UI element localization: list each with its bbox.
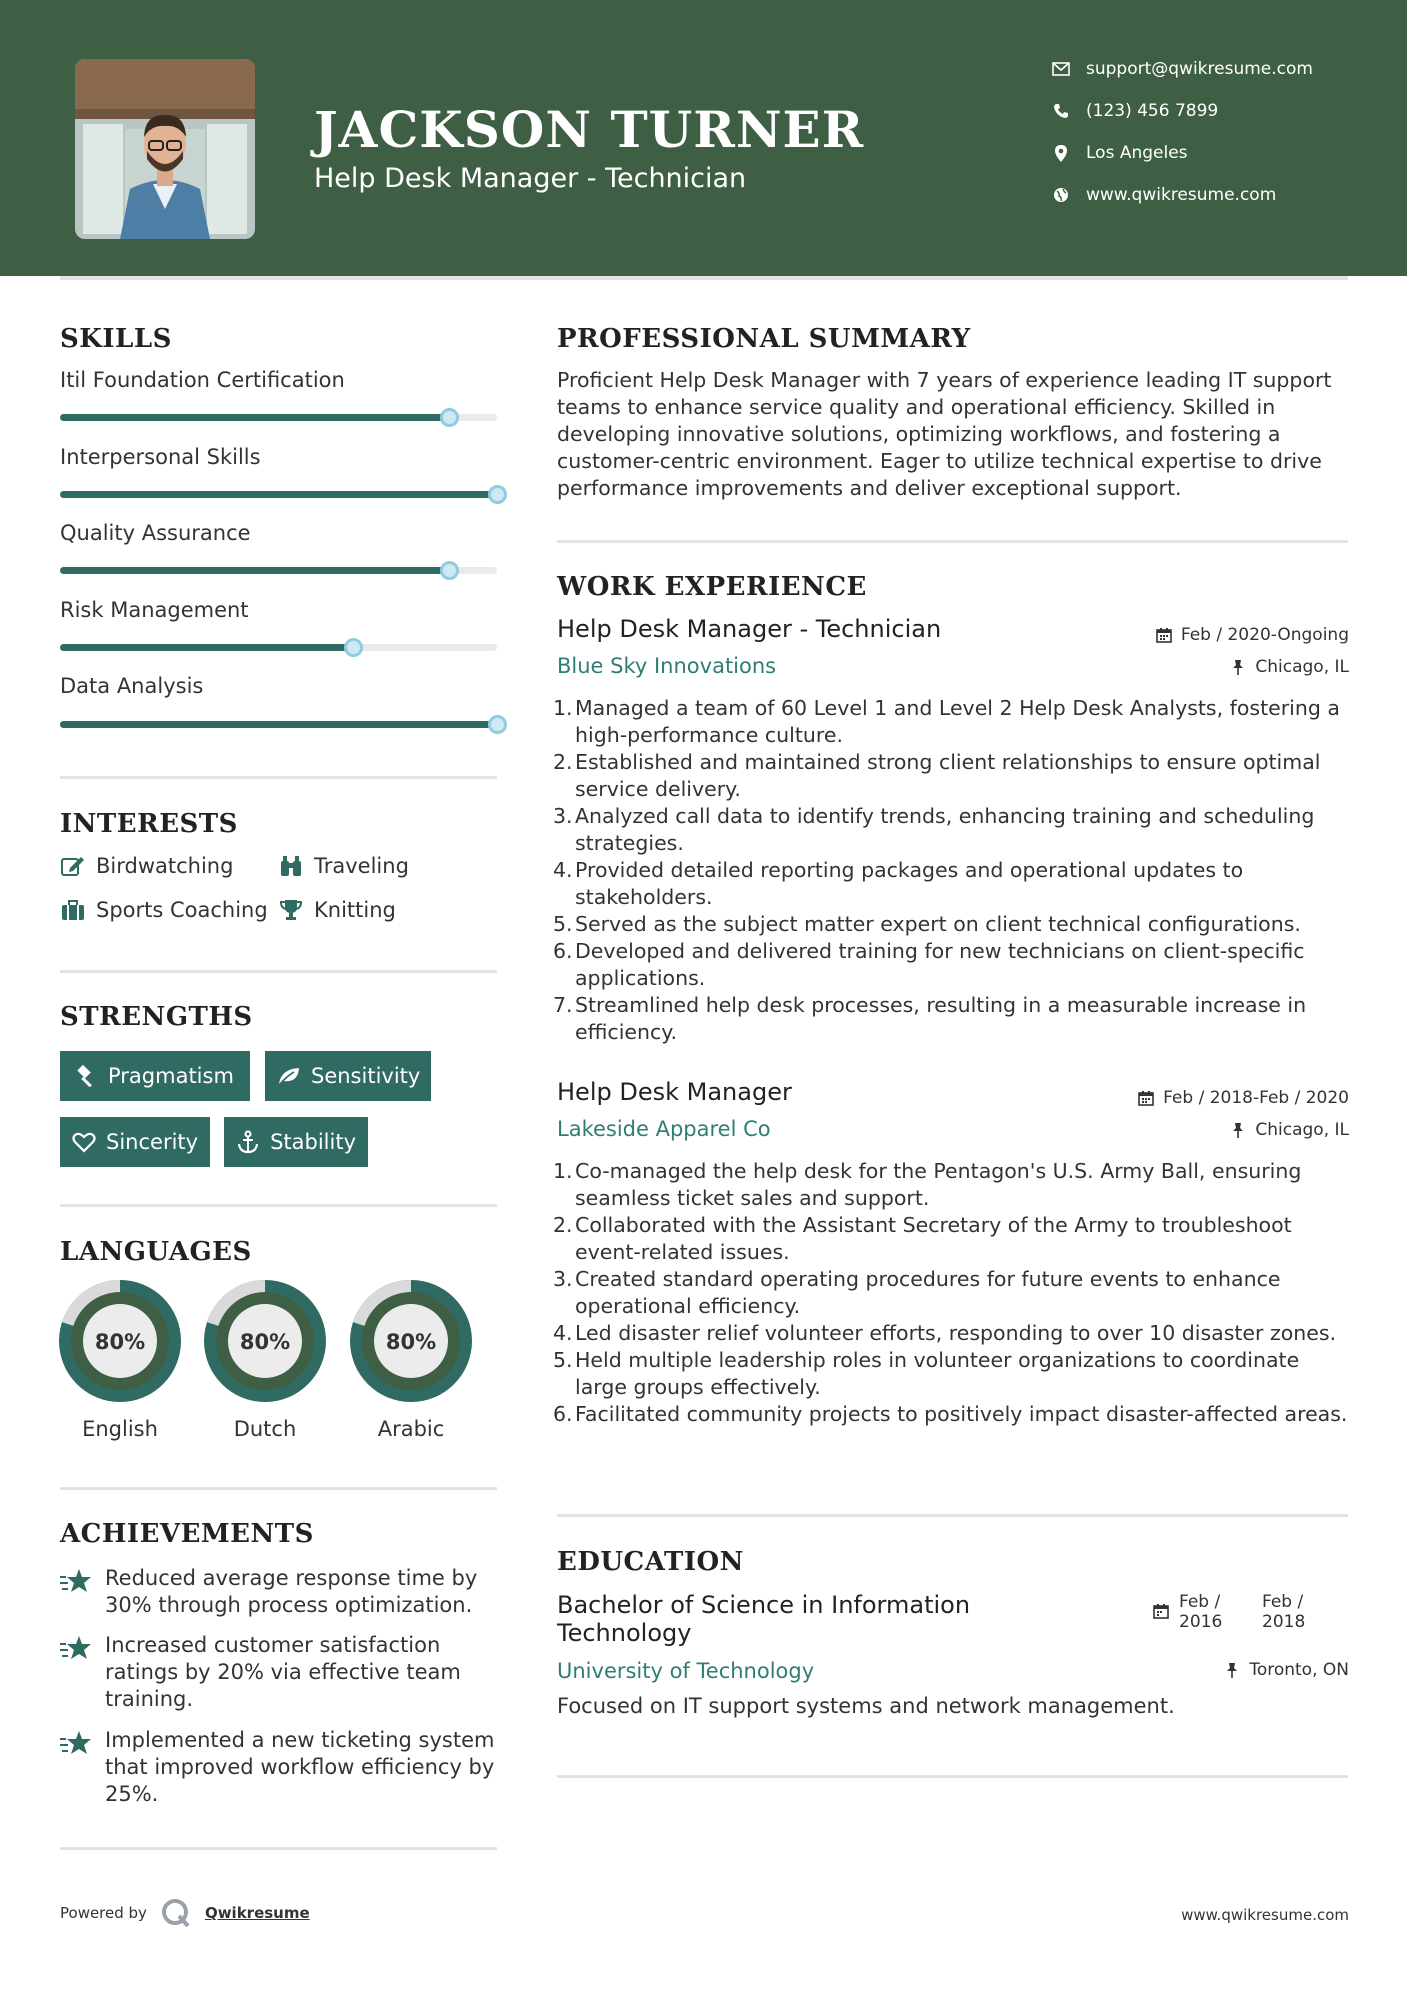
skill-label: Risk Management bbox=[60, 598, 249, 622]
responsibility-item: 4. Provided detailed reporting packages and operational updates to stakeholders. bbox=[553, 858, 1244, 909]
education-location-text: Toronto, ON bbox=[1249, 1660, 1349, 1680]
item-number: 3. bbox=[553, 1267, 573, 1291]
item-number: 5. bbox=[553, 912, 573, 936]
skill-label: Data Analysis bbox=[60, 674, 204, 698]
resume-header bbox=[0, 0, 1407, 276]
strength-label: Stability bbox=[270, 1130, 356, 1154]
interest-label: Birdwatching bbox=[96, 854, 234, 878]
interest-item bbox=[60, 897, 268, 923]
strength-tag bbox=[60, 1051, 250, 1101]
calendar-icon bbox=[1137, 1089, 1155, 1107]
job-location bbox=[1229, 657, 1349, 677]
skill-bar bbox=[60, 721, 497, 728]
contact-website[interactable] bbox=[1050, 184, 1276, 206]
anchor-icon bbox=[236, 1129, 260, 1155]
skill-bar bbox=[60, 414, 497, 421]
item-number: 6. bbox=[553, 1402, 573, 1426]
responsibility-item: 2. Collaborated with the Assistant Secretary of the Army to troubleshoot event-related issues. bbox=[553, 1213, 1292, 1264]
footer-powered-by bbox=[60, 1898, 310, 1928]
job-responsibilities bbox=[553, 1158, 1353, 1428]
pushpin-icon bbox=[1229, 658, 1247, 676]
skill-bar-knob bbox=[344, 638, 363, 657]
header-divider bbox=[60, 276, 1348, 280]
degree-line: Technology bbox=[557, 1619, 692, 1647]
strength-tag bbox=[224, 1117, 368, 1167]
section-divider bbox=[60, 776, 497, 779]
contact-website-text: www.qwikresume.com bbox=[1086, 185, 1277, 205]
job-location-text: Chicago, IL bbox=[1255, 657, 1349, 677]
language-name: Arabic bbox=[377, 1417, 445, 1441]
candidate-role: Help Desk Manager - Technician bbox=[314, 163, 747, 194]
language-name: English bbox=[82, 1417, 158, 1441]
item-number: 4. bbox=[553, 1321, 573, 1345]
profile-photo bbox=[75, 59, 255, 239]
item-number: 6. bbox=[553, 939, 573, 963]
job-title: Help Desk Manager bbox=[557, 1078, 792, 1106]
candidate-name: JACKSON TURNER bbox=[314, 100, 865, 159]
skill-bar-fill bbox=[60, 644, 353, 651]
interest-label: Sports Coaching bbox=[96, 898, 268, 922]
language-ring bbox=[204, 1280, 326, 1402]
summary-text: Proficient Help Desk Manager with 7 years of experience leading IT support teams to enhance service quality and operational efficiency. Skilled in developing innovative solutions, optimizing workflows, and fostering a customer-centric environment. Eager to utilize technical expertise to drive performance improvements and deliver exceptional support. bbox=[557, 368, 1332, 500]
strength-label: Sincerity bbox=[106, 1130, 199, 1154]
job-date-text: Feb / 2018-Feb / 2020 bbox=[1163, 1088, 1349, 1108]
interest-label: Knitting bbox=[314, 898, 396, 922]
responsibility-item: 3. Created standard operating procedures for future events to enhance operational efficiency. bbox=[553, 1267, 1281, 1318]
degree-title bbox=[557, 1591, 970, 1647]
item-number: 5. bbox=[553, 1348, 573, 1372]
heart-icon bbox=[72, 1129, 96, 1155]
contact-location-text: Los Angeles bbox=[1086, 143, 1188, 163]
skill-label: Interpersonal Skills bbox=[60, 445, 261, 469]
school-name: University of Technology bbox=[557, 1659, 815, 1683]
phone-icon bbox=[1050, 100, 1072, 122]
education-title: EDUCATION bbox=[557, 1547, 744, 1577]
skill-label: Itil Foundation Certification bbox=[60, 368, 345, 392]
experience-title: WORK EXPERIENCE bbox=[557, 572, 867, 602]
section-divider bbox=[60, 1204, 497, 1207]
strengths-title: STRENGTHS bbox=[60, 1002, 253, 1032]
responsibility-item: 5. Served as the subject matter expert on client technical configurations. bbox=[553, 912, 1301, 936]
section-divider bbox=[60, 1847, 497, 1850]
job-date-text: Feb / 2020-Ongoing bbox=[1180, 625, 1349, 645]
strength-tag bbox=[60, 1117, 210, 1167]
skill-bar-knob bbox=[488, 715, 507, 734]
language-percent: 80% bbox=[94, 1330, 146, 1354]
star-medal-icon bbox=[60, 1729, 92, 1757]
interest-item bbox=[60, 853, 233, 879]
interests-title: INTERESTS bbox=[60, 809, 238, 839]
trophy-icon bbox=[278, 897, 304, 923]
job-date bbox=[1137, 1088, 1349, 1108]
leaf-icon bbox=[277, 1063, 301, 1089]
contact-location bbox=[1050, 142, 1188, 164]
skill-bar-knob bbox=[488, 485, 507, 504]
skill-bar-fill bbox=[60, 721, 497, 728]
education-start-date: Feb / 2016 bbox=[1179, 1592, 1223, 1632]
contact-phone[interactable] bbox=[1050, 100, 1218, 122]
strength-label: Sensitivity bbox=[311, 1064, 421, 1088]
job-location bbox=[1229, 1120, 1349, 1140]
briefcase-icon bbox=[60, 897, 86, 923]
item-number: 2. bbox=[553, 750, 573, 774]
education-end-date: Feb / 2018 bbox=[1262, 1592, 1306, 1632]
star-medal-icon bbox=[60, 1634, 92, 1662]
section-divider bbox=[557, 1514, 1348, 1517]
strength-tag bbox=[265, 1051, 431, 1101]
achievement-text: Implemented a new ticketing system that improved workflow efficiency by 25%. bbox=[105, 1728, 495, 1806]
skill-bar-fill bbox=[60, 414, 449, 421]
star-medal-icon bbox=[60, 1567, 92, 1595]
education-location bbox=[1223, 1660, 1349, 1680]
responsibility-item: 4. Led disaster relief volunteer efforts, responding to over 10 disaster zones. bbox=[553, 1321, 1337, 1345]
skill-bar-knob bbox=[440, 408, 459, 427]
item-number: 7. bbox=[553, 993, 573, 1017]
calendar-icon bbox=[1153, 1593, 1175, 1615]
calendar-icon bbox=[1155, 626, 1173, 644]
responsibility-item: 2. Established and maintained strong client relationships to ensure optimal service delivery. bbox=[553, 750, 1321, 801]
section-divider bbox=[557, 1775, 1348, 1778]
strength-label: Pragmatism bbox=[108, 1064, 234, 1088]
contact-email[interactable] bbox=[1050, 58, 1313, 80]
language-name: Dutch bbox=[233, 1417, 297, 1441]
job-date bbox=[1155, 625, 1349, 645]
footer-website[interactable]: www.qwikresume.com bbox=[1181, 1906, 1349, 1924]
responsibility-item: 1. Co-managed the help desk for the Pentagon's U.S. Army Ball, ensuring seamless ticket sales and support. bbox=[553, 1159, 1302, 1210]
pushpin-icon bbox=[1229, 1121, 1247, 1139]
qwikresume-logo-icon bbox=[161, 1898, 191, 1928]
map-pin-icon bbox=[1050, 142, 1072, 164]
responsibility-item: 3. Analyzed call data to identify trends, enhancing training and scheduling strategies. bbox=[553, 804, 1315, 855]
item-number: 1. bbox=[553, 1159, 573, 1183]
achievements-title: ACHIEVEMENTS bbox=[60, 1519, 314, 1549]
skill-bar-knob bbox=[440, 561, 459, 580]
gavel-icon bbox=[72, 1063, 98, 1089]
section-divider bbox=[60, 970, 497, 973]
responsibility-item: 6. Facilitated community projects to positively impact disaster-affected areas. bbox=[553, 1402, 1348, 1426]
brand-link[interactable]: Qwikresume bbox=[204, 1904, 310, 1922]
item-number: 1. bbox=[553, 696, 573, 720]
skill-bar bbox=[60, 644, 497, 651]
item-number: 3. bbox=[553, 804, 573, 828]
contact-phone-text: (123) 456 7899 bbox=[1086, 101, 1219, 121]
job-location-text: Chicago, IL bbox=[1255, 1120, 1349, 1140]
pushpin-icon bbox=[1223, 1661, 1241, 1679]
responsibility-item: 1. Managed a team of 60 Level 1 and Level 2 Help Desk Analysts, fostering a high-performance culture. bbox=[553, 696, 1340, 747]
powered-by-text: Powered by bbox=[60, 1904, 147, 1922]
envelope-icon bbox=[1050, 58, 1072, 80]
item-number: 2. bbox=[553, 1213, 573, 1237]
skill-label: Quality Assurance bbox=[60, 521, 251, 545]
item-number: 4. bbox=[553, 858, 573, 882]
skill-bar bbox=[60, 567, 497, 574]
pencil-square-icon bbox=[60, 853, 86, 879]
section-divider bbox=[60, 1487, 497, 1490]
skill-bar-fill bbox=[60, 491, 497, 498]
responsibility-item: 7. Streamlined help desk processes, resulting in a measurable increase in efficiency. bbox=[553, 993, 1307, 1044]
language-percent: 80% bbox=[385, 1330, 437, 1354]
interest-label: Traveling bbox=[314, 854, 409, 878]
interest-item bbox=[278, 897, 396, 923]
skill-bar bbox=[60, 491, 497, 498]
contact-email-text: support@qwikresume.com bbox=[1086, 59, 1313, 79]
interest-item bbox=[278, 853, 409, 879]
achievement-text: Reduced average response time by 30% through process optimization. bbox=[105, 1566, 478, 1617]
languages-title: LANGUAGES bbox=[60, 1237, 252, 1267]
responsibility-item: 5. Held multiple leadership roles in volunteer organizations to coordinate large groups effectively. bbox=[553, 1348, 1300, 1399]
binoculars-icon bbox=[278, 853, 304, 879]
job-responsibilities bbox=[553, 695, 1353, 1046]
language-ring bbox=[59, 1280, 181, 1402]
job-title: Help Desk Manager - Technician bbox=[557, 615, 942, 643]
company-name: Blue Sky Innovations bbox=[557, 654, 777, 678]
section-divider bbox=[557, 540, 1348, 543]
degree-line: Bachelor of Science in Information bbox=[557, 1591, 971, 1619]
globe-icon bbox=[1050, 184, 1072, 206]
language-ring bbox=[350, 1280, 472, 1402]
summary-title: PROFESSIONAL SUMMARY bbox=[557, 324, 971, 354]
skill-bar-fill bbox=[60, 567, 449, 574]
achievement-text: Increased customer satisfaction ratings by 20% via effective team training. bbox=[105, 1633, 461, 1711]
education-description: Focused on IT support systems and network management. bbox=[557, 1694, 1175, 1718]
language-percent: 80% bbox=[239, 1330, 291, 1354]
skills-title: SKILLS bbox=[60, 324, 172, 354]
responsibility-item: 6. Developed and delivered training for new technicians on client-specific applications. bbox=[553, 939, 1305, 990]
company-name: Lakeside Apparel Co bbox=[557, 1117, 771, 1141]
